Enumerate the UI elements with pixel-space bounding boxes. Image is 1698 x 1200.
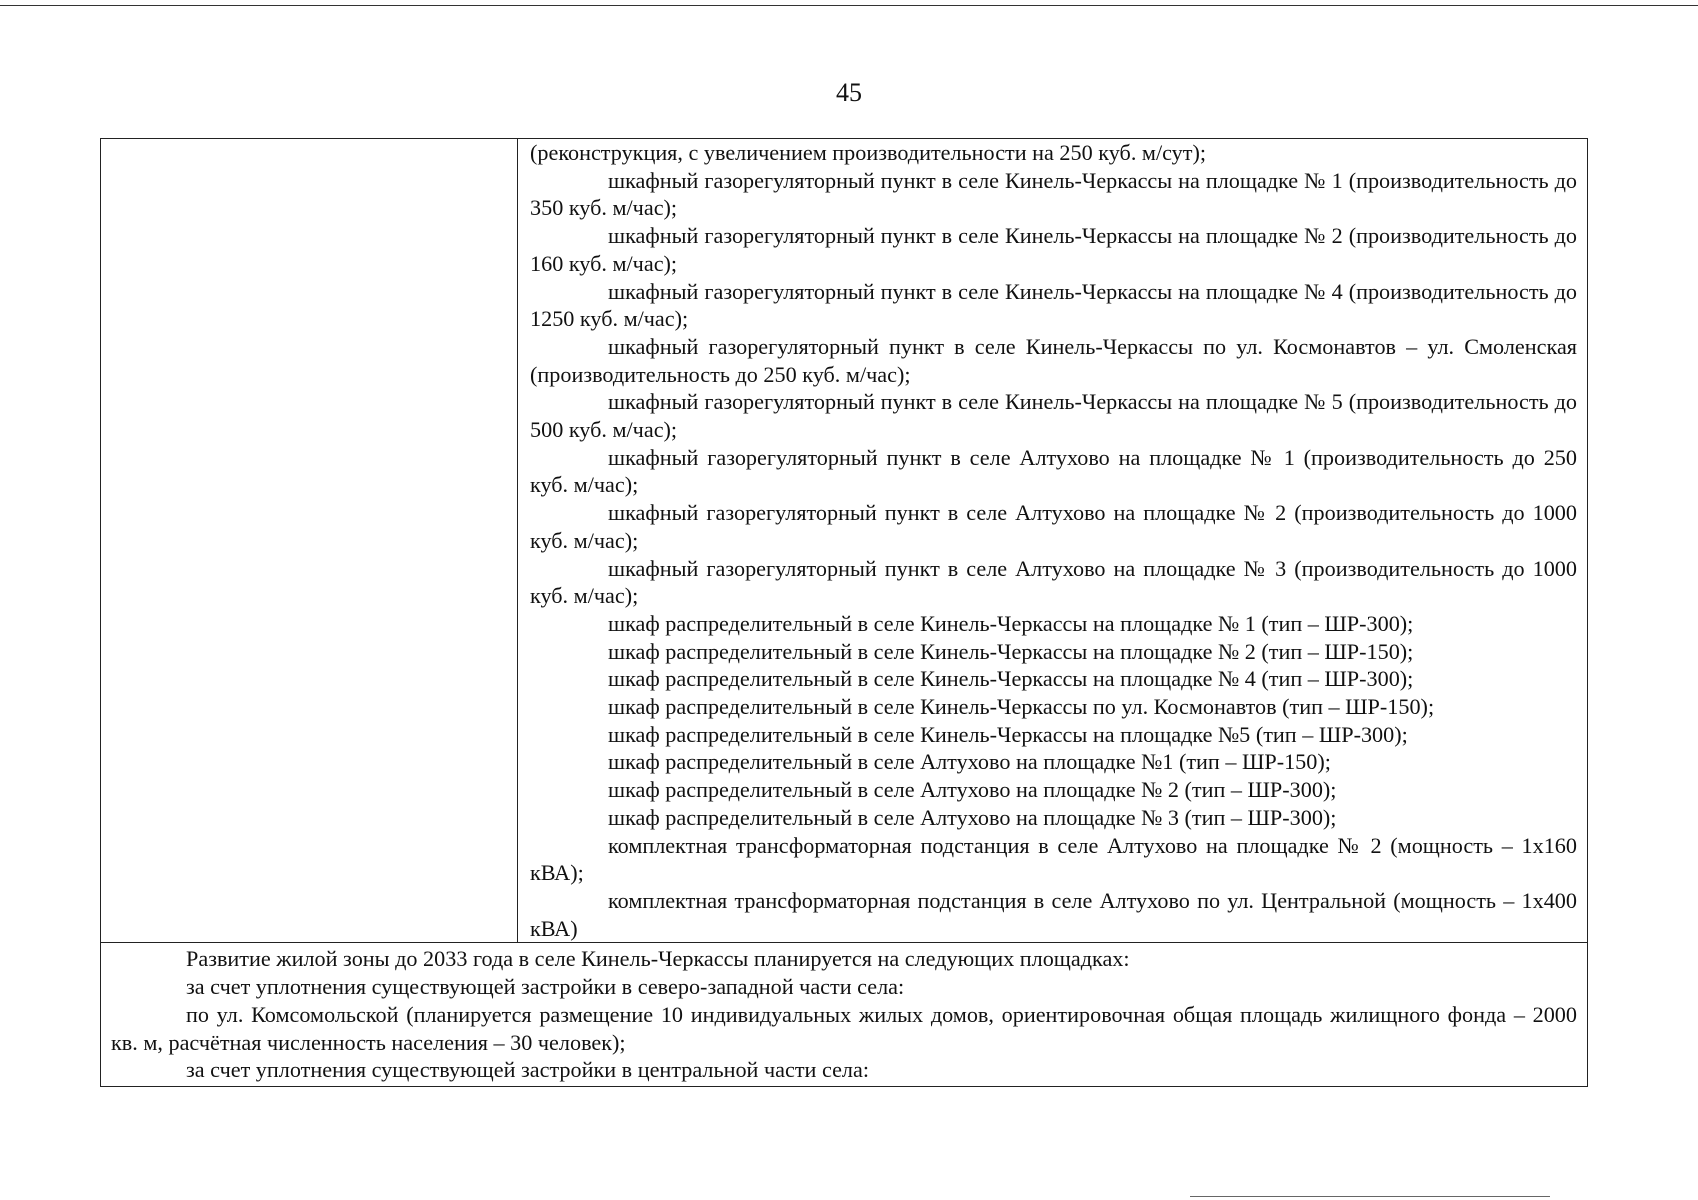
page-number: 45 [836, 78, 862, 107]
table-cell-facilities-list [518, 139, 1587, 942]
facility-item: комплектная трансформаторная подстанция в селе Алтухово по ул. Центральной (мощность – 1x400 кВА) [530, 887, 1577, 941]
facility-item: шкаф распределительный в селе Кинель-Черкассы на площадке № 2 (тип – ШР-150); [608, 638, 1414, 664]
residential-paragraph: за счет уплотнения существующей застройки в северо-западной части села: [186, 974, 905, 1000]
facility-item: шкафный газорегуляторный пункт в селе Алтухово на площадке № 3 (производительность до 1000 куб. м/час); [530, 555, 1577, 609]
facility-item: комплектная трансформаторная подстанция в селе Алтухово на площадке № 2 (мощность – 1x160 кВА); [530, 832, 1577, 886]
top-border-line [0, 5, 1698, 6]
facility-item: шкафный газорегуляторный пункт в селе Кинель-Черкассы на площадке № 2 (производительность до 160 куб. м/час); [530, 223, 1577, 276]
facility-item: шкаф распределительный в селе Алтухово на площадке № 3 (тип – ШР-300); [608, 804, 1337, 830]
residential-paragraph: Развитие жилой зоны до 2033 года в селе Кинель-Черкассы планируется на следующих площадках: [186, 946, 1130, 972]
residential-paragraph: по ул. Комсомольской (планируется размещение 10 индивидуальных жилых домов, ориентировочная общая площадь жилищного фонда – 2000 кв. м, расчётная численность населения – 30 человек); [111, 1001, 1577, 1055]
facility-item: шкафный газорегуляторный пункт в селе Кинель-Черкассы на площадке № 4 (производительность до 1250 куб. м/час); [530, 278, 1577, 332]
facility-item: шкаф распределительный в селе Кинель-Черкассы на площадке № 1 (тип – ШР-300); [608, 610, 1414, 636]
document-table [100, 138, 1588, 1087]
facility-item: шкафный газорегуляторный пункт в селе Кинель-Черкассы по ул. Космонавтов – ул. Смоленская (производительность до 250 куб. м/час); [530, 333, 1577, 387]
facility-item: шкаф распределительный в селе Алтухово на площадке №1 (тип – ШР-150); [608, 749, 1331, 775]
table-cell-empty-left [101, 139, 518, 942]
table-row-residential-zone [101, 943, 1587, 1086]
facility-item: шкафный газорегуляторный пункт в селе Кинель-Черкассы на площадке № 1 (производительность до 350 куб. м/час); [530, 167, 1577, 221]
facility-item: шкаф распределительный в селе Кинель-Черкассы на площадке №5 (тип – ШР-300); [608, 721, 1408, 747]
bottom-scan-line [1190, 1196, 1550, 1197]
residential-paragraph: за счет уплотнения существующей застройки в центральной части села: [186, 1057, 870, 1083]
facility-item: шкаф распределительный в селе Кинель-Черкассы на площадке № 4 (тип – ШР-300); [608, 666, 1414, 692]
facility-item: шкаф распределительный в селе Алтухово на площадке № 2 (тип – ШР-300); [608, 777, 1337, 803]
facility-item: шкаф распределительный в селе Кинель-Черкассы по ул. Космонавтов (тип – ШР-150); [608, 694, 1435, 720]
facility-item: (реконструкция, с увеличением производительности на 250 куб. м/сут); [530, 140, 1207, 165]
facility-item: шкафный газорегуляторный пункт в селе Алтухово на площадке № 2 (производительность до 1000 куб. м/час); [530, 500, 1577, 553]
facility-item: шкафный газорегуляторный пункт в селе Кинель-Черкассы на площадке № 5 (производительность до 500 куб. м/час); [530, 389, 1577, 443]
table-row-facilities [101, 139, 1587, 943]
facility-item: шкафный газорегуляторный пункт в селе Алтухово на площадке № 1 (производительность до 250 куб. м/час); [530, 444, 1577, 498]
